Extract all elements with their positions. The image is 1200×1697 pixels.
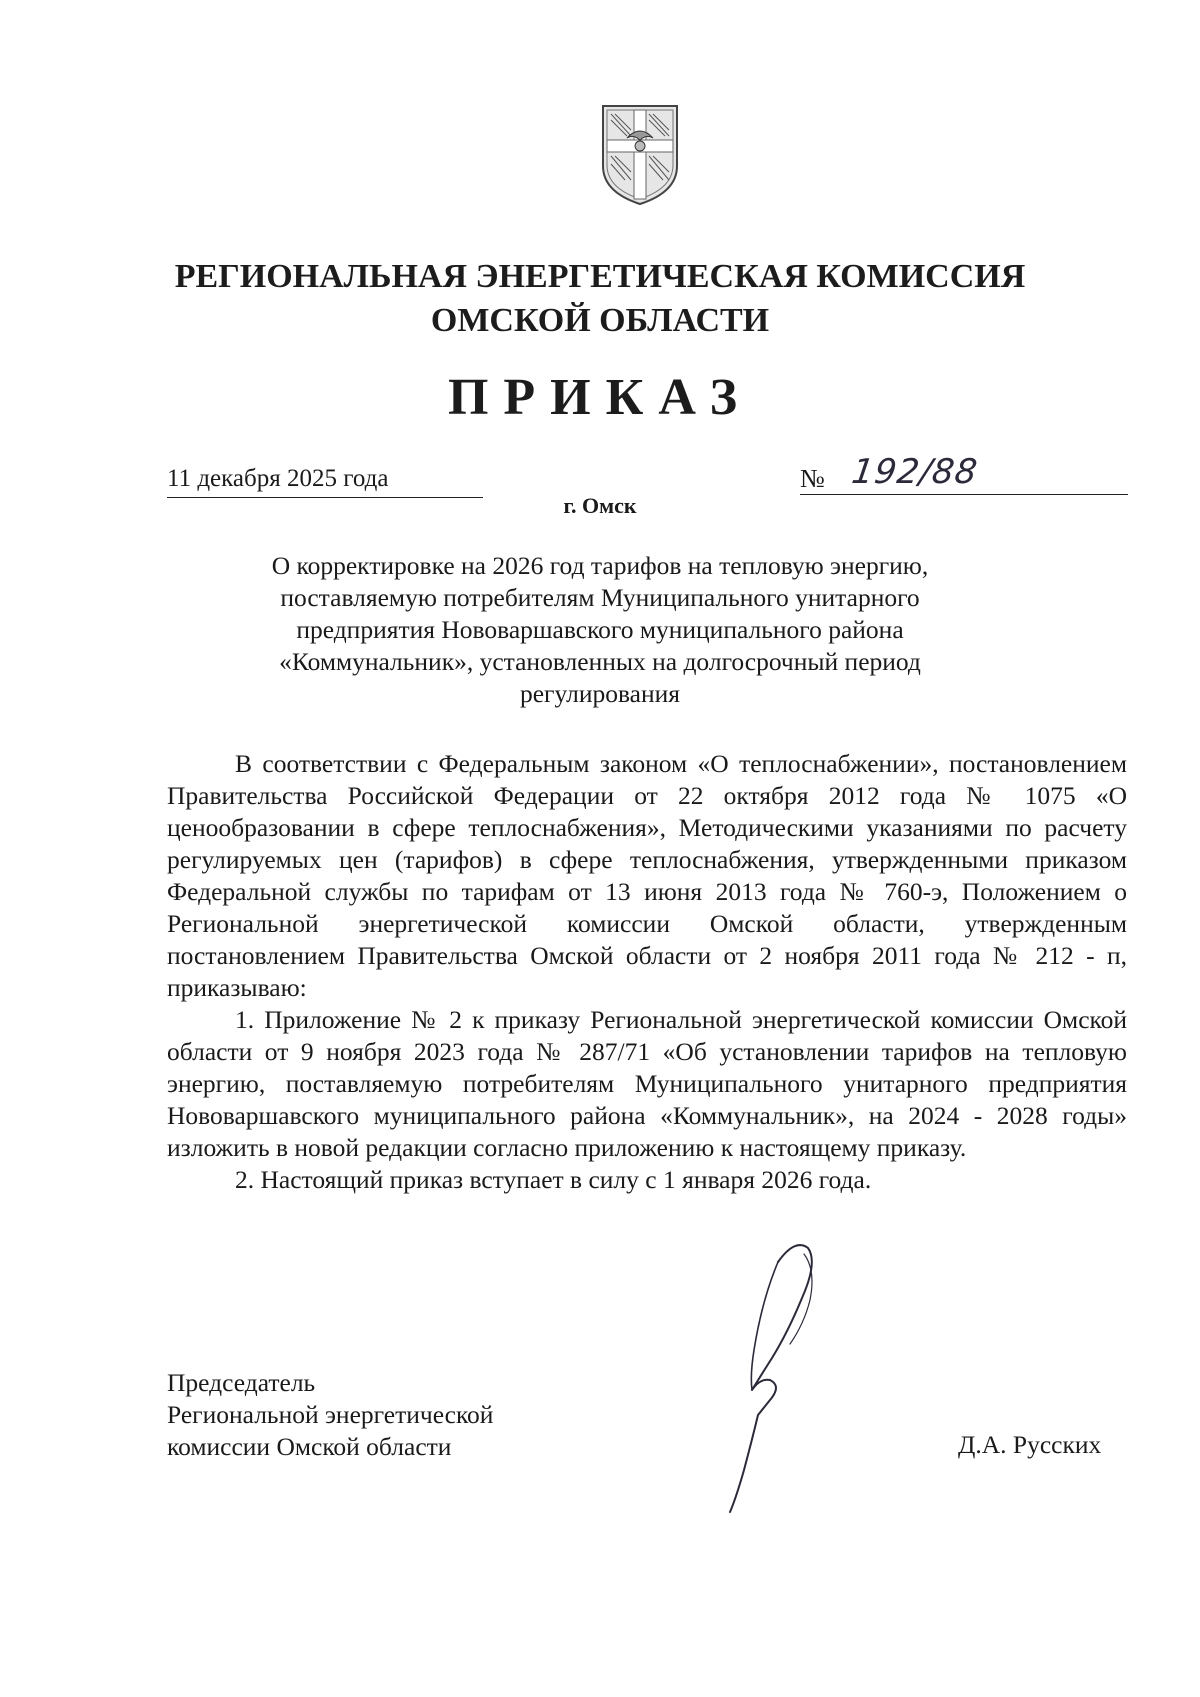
signer-position-line: комиссии Омской области <box>167 1432 452 1461</box>
document-date: 11 декабря 2025 года <box>167 465 483 498</box>
handwritten-document-number: 192/88 <box>849 452 981 492</box>
document-body <box>167 748 1127 1196</box>
signer-position-line: Региональной энергетической <box>167 1400 494 1429</box>
subject-line: «Коммунальник», установленных на долгосрочный период <box>279 647 921 676</box>
signer-position-line: Председатель <box>167 1368 316 1397</box>
subject-line: регулирования <box>519 679 681 708</box>
document-city: г. Омск <box>563 493 637 518</box>
document-number-field <box>800 452 1128 495</box>
coat-of-arms-icon <box>597 100 683 208</box>
document-type-title: ПРИКАЗ <box>447 369 753 426</box>
subject-line: предприятия Нововаршавского муниципального района <box>296 615 904 644</box>
order-item-1: 1. Приложение № 2 к приказу Региональной энергетической комиссии Омской области от 9 ноября 2023 года № 287/71 «Об установлении тарифов на тепловую энергию, поставляемую потребителям Муниципального унитарного предприятия Нововаршавского муниципального района «Коммунальник», на 2024 - 2028 годы» изложить в новой редакции согласно приложению к настоящему приказу. <box>167 1005 1127 1162</box>
number-sign: № <box>800 464 825 493</box>
preamble-paragraph: В соответствии с Федеральным законом «О теплоснабжении», постановлением Правительства Российской Федерации от 22 октября 2012 года № 1075 «О ценообразовании в сфере теплоснабжения», Методическими указаниями по расчету регулируемых цен (тарифов) в сфере теплоснабжения, утвержденными приказом Федеральной службы по тарифам от 13 июня 2013 года № 760-э, Положением о Региональной энергетической комиссии Омской области, утвержденным постановлением Правительства Омской области от 2 ноября 2011 года № 212 - п, приказываю: <box>167 749 1127 1002</box>
signer-position <box>167 1367 493 1463</box>
organization-name-line2: ОМСКОЙ ОБЛАСТИ <box>430 302 770 339</box>
subject-line: О корректировке на 2026 год тарифов на тепловую энергию, <box>271 551 929 580</box>
handwritten-signature-icon <box>700 1240 880 1520</box>
document-subject <box>250 550 950 710</box>
order-item-2: 2. Настоящий приказ вступает в силу с 1 января 2026 года. <box>235 1165 872 1194</box>
signer-name: Д.А. Русских <box>958 1430 1102 1459</box>
subject-line: поставляемую потребителям Муниципального унитарного <box>280 583 920 612</box>
organization-name-line1: РЕГИОНАЛЬНАЯ ЭНЕРГЕТИЧЕСКАЯ КОМИССИЯ <box>174 258 1026 295</box>
